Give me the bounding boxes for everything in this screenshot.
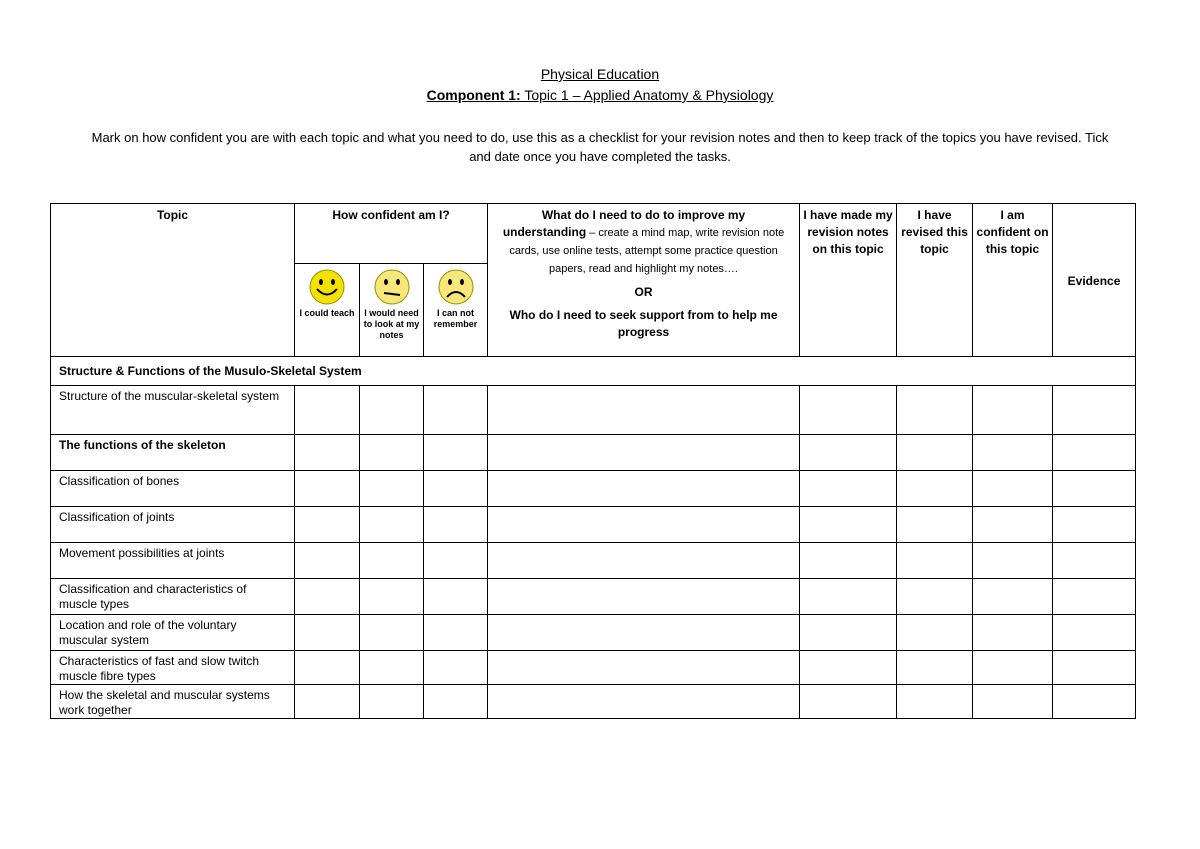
confidence-teach-cell[interactable]	[295, 507, 360, 543]
improve-bold-text: What do I need to do to improve my understanding	[502, 208, 746, 239]
evidence-cell[interactable]	[1053, 579, 1136, 615]
revision-checklist-table	[50, 203, 1136, 719]
confidence-teach-cell[interactable]	[295, 543, 360, 579]
revised-cell[interactable]	[897, 543, 973, 579]
confidence-notes-cell[interactable]	[360, 507, 424, 543]
topic-cell: Location and role of the voluntary muscular system	[51, 615, 295, 651]
document-title: Physical Education	[540, 66, 660, 82]
notes-made-cell[interactable]	[800, 543, 897, 579]
table-row	[51, 579, 1136, 615]
component-heading	[0, 87, 1200, 103]
improve-or-text: OR	[634, 285, 653, 299]
component-label: Component 1:	[426, 87, 521, 103]
confidence-notes-cell[interactable]	[360, 386, 424, 435]
revised-cell[interactable]	[897, 579, 973, 615]
revised-cell[interactable]	[897, 685, 973, 719]
table-row	[51, 507, 1136, 543]
confidence-remember-cell[interactable]	[424, 579, 488, 615]
confidence-notes-cell[interactable]	[360, 471, 424, 507]
evidence-cell[interactable]	[1053, 471, 1136, 507]
table-row	[51, 386, 1136, 435]
evidence-cell[interactable]	[1053, 651, 1136, 685]
header-revised: I have revised this topic	[897, 204, 973, 357]
confident-cell[interactable]	[973, 615, 1053, 651]
face-label-teach: I could teach	[299, 308, 355, 318]
improve-detail-text: – create a mind map, write revision note cards, use online tests, attempt some practice question papers, read and highlight my notes….	[509, 227, 785, 275]
revised-cell[interactable]	[897, 471, 973, 507]
topic-cell: The functions of the skeleton	[51, 435, 295, 471]
confident-cell[interactable]	[973, 579, 1053, 615]
improve-cell[interactable]	[488, 615, 800, 651]
header-evidence: Evidence	[1053, 204, 1136, 357]
confident-cell[interactable]	[973, 471, 1053, 507]
confidence-remember-cell[interactable]	[424, 651, 488, 685]
face-cell-notes	[360, 264, 424, 357]
confidence-teach-cell[interactable]	[295, 615, 360, 651]
table-row	[51, 471, 1136, 507]
notes-made-cell[interactable]	[800, 651, 897, 685]
header-improve	[488, 204, 800, 357]
confident-cell[interactable]	[973, 685, 1053, 719]
table-row	[51, 435, 1136, 471]
confidence-remember-cell[interactable]	[424, 685, 488, 719]
topic-cell: Classification of joints	[51, 507, 295, 543]
confidence-teach-cell[interactable]	[295, 471, 360, 507]
confidence-teach-cell[interactable]	[295, 651, 360, 685]
confidence-remember-cell[interactable]	[424, 615, 488, 651]
confidence-remember-cell[interactable]	[424, 507, 488, 543]
topic-cell: Movement possibilities at joints	[51, 543, 295, 579]
improve-cell[interactable]	[488, 579, 800, 615]
confidence-notes-cell[interactable]	[360, 615, 424, 651]
evidence-cell[interactable]	[1053, 435, 1136, 471]
notes-made-cell[interactable]	[800, 685, 897, 719]
confident-cell[interactable]	[973, 435, 1053, 471]
revised-cell[interactable]	[897, 386, 973, 435]
revised-cell[interactable]	[897, 435, 973, 471]
notes-made-cell[interactable]	[800, 507, 897, 543]
improve-cell[interactable]	[488, 471, 800, 507]
notes-made-cell[interactable]	[800, 471, 897, 507]
evidence-cell[interactable]	[1053, 507, 1136, 543]
notes-made-cell[interactable]	[800, 386, 897, 435]
intro-text: Mark on how confident you are with each topic and what you need to do, use this as a checklist for your revision notes and then to keep track of the topics you have revised. Tick and date once you have completed the tasks.	[91, 130, 1109, 164]
table-row	[51, 615, 1136, 651]
evidence-cell[interactable]	[1053, 386, 1136, 435]
confidence-teach-cell[interactable]	[295, 685, 360, 719]
face-label-remember: I can not remember	[433, 308, 478, 329]
header-topic: Topic	[51, 204, 295, 357]
table-row	[51, 685, 1136, 719]
evidence-cell[interactable]	[1053, 685, 1136, 719]
confidence-notes-cell[interactable]	[360, 685, 424, 719]
confidence-notes-cell[interactable]	[360, 435, 424, 471]
face-label-notes: I would need to look at my notes	[363, 308, 420, 340]
topic-cell: Classification and characteristics of muscle types	[51, 579, 295, 615]
confidence-notes-cell[interactable]	[360, 579, 424, 615]
topic-cell: Classification of bones	[51, 471, 295, 507]
improve-cell[interactable]	[488, 651, 800, 685]
confidence-teach-cell[interactable]	[295, 435, 360, 471]
topic-cell: How the skeletal and muscular systems work together	[51, 685, 295, 719]
topic-cell: Characteristics of fast and slow twitch muscle fibre types	[51, 651, 295, 685]
confidence-teach-cell[interactable]	[295, 579, 360, 615]
notes-made-cell[interactable]	[800, 615, 897, 651]
confident-cell[interactable]	[973, 507, 1053, 543]
revised-cell[interactable]	[897, 507, 973, 543]
header-confidence: How confident am I?	[295, 204, 488, 264]
face-cell-remember	[424, 264, 488, 357]
improve-cell[interactable]	[488, 543, 800, 579]
confidence-notes-cell[interactable]	[360, 651, 424, 685]
revised-cell[interactable]	[897, 615, 973, 651]
table-row	[51, 543, 1136, 579]
section-title: Structure & Functions of the Musulo-Skeletal System	[51, 357, 1136, 386]
confidence-remember-cell[interactable]	[424, 471, 488, 507]
confidence-remember-cell[interactable]	[424, 543, 488, 579]
notes-made-cell[interactable]	[800, 579, 897, 615]
evidence-cell[interactable]	[1053, 615, 1136, 651]
notes-made-cell[interactable]	[800, 435, 897, 471]
topic-cell: Structure of the muscular-skeletal system	[51, 386, 295, 435]
improve-cell[interactable]	[488, 386, 800, 435]
smiley-face-icon	[308, 268, 346, 306]
header-notes: I have made my revision notes on this topic	[800, 204, 897, 357]
confident-cell[interactable]	[973, 386, 1053, 435]
confidence-remember-cell[interactable]	[424, 386, 488, 435]
face-cell-teach	[295, 264, 360, 357]
component-title: Topic 1 – Applied Anatomy & Physiology	[520, 87, 774, 103]
evidence-cell[interactable]	[1053, 543, 1136, 579]
sad-face-icon	[437, 268, 475, 306]
confidence-notes-cell[interactable]	[360, 543, 424, 579]
revised-cell[interactable]	[897, 651, 973, 685]
header-confident: I am confident on this topic	[973, 204, 1053, 357]
confident-cell[interactable]	[973, 651, 1053, 685]
confidence-teach-cell[interactable]	[295, 386, 360, 435]
improve-cell[interactable]	[488, 507, 800, 543]
improve-cell[interactable]	[488, 435, 800, 471]
confidence-remember-cell[interactable]	[424, 435, 488, 471]
neutral-face-icon	[373, 268, 411, 306]
table-row	[51, 651, 1136, 685]
improve-cell[interactable]	[488, 685, 800, 719]
improve-support-text: Who do I need to seek support from to help me progress	[509, 308, 778, 339]
topic-rows	[51, 386, 1136, 719]
confident-cell[interactable]	[973, 543, 1053, 579]
